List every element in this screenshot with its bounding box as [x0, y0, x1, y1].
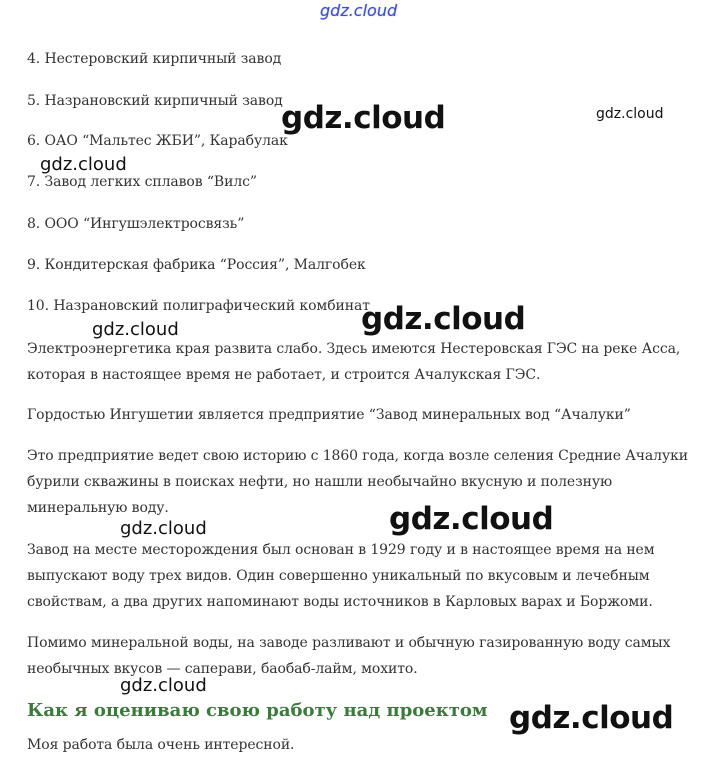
watermark: gdz.cloud [40, 154, 127, 175]
watermark: gdz.cloud [509, 700, 674, 736]
watermark-top: gdz.cloud [320, 1, 398, 20]
watermark: gdz.cloud [361, 301, 526, 337]
paragraph-line: Помимо минеральной воды, на заводе разливают и обычную газированную воду самых [27, 635, 671, 651]
paragraph-line: выпускают воду трех видов. Один совершенно уникальный по вкусовым и лечебным [27, 568, 650, 584]
list-item: 8. ООО “Ингушэлектросвязь” [27, 216, 245, 232]
paragraph-line: свойствам, а два других напоминают воды источников в Карловых варах и Боржоми. [27, 594, 653, 610]
paragraph-line: Гордостью Ингушетии является предприятие “Завод минеральных вод “Ачалуки” [27, 407, 631, 423]
watermark: gdz.cloud [92, 319, 179, 340]
watermark: gdz.cloud [120, 675, 207, 696]
section-heading: Как я оцениваю свою работу над проектом [27, 700, 488, 721]
paragraph-line: Это предприятие ведет свою историю с 1860 года, когда возле селения Средние Ачалуки [27, 448, 688, 464]
cut-off-line [27, 770, 707, 782]
watermark: gdz.cloud [389, 501, 554, 537]
list-item: 4. Нестеровский кирпичный завод [27, 51, 282, 67]
list-item: 5. Назрановский кирпичный завод [27, 93, 283, 109]
paragraph-line: Завод на месте месторождения был основан в 1929 году и в настоящее время на нем [27, 542, 655, 558]
watermark: gdz.cloud [596, 106, 664, 122]
list-item: 9. Кондитерская фабрика “Россия”, Малгобек [27, 257, 366, 273]
paragraph-line: минеральную воду. [27, 500, 169, 516]
list-item: 6. ОАО “Мальтес ЖБИ”, Карабулак [27, 133, 288, 149]
list-item: 10. Назрановский полиграфический комбинат [27, 298, 370, 314]
paragraph-line: необычных вкусов — саперави, баобаб-лайм, мохито. [27, 661, 418, 677]
closing-line: Моя работа была очень интересной. [27, 737, 295, 753]
watermark: gdz.cloud [281, 100, 446, 136]
paragraph-line: Электроэнергетика края развита слабо. Здесь имеются Нестеровская ГЭС на реке Асса, [27, 341, 681, 357]
list-item: 7. Завод легких сплавов “Вилс” [27, 174, 257, 190]
watermark: gdz.cloud [120, 518, 207, 539]
paragraph-line: которая в настоящее время не работает, и строится Ачалукская ГЭС. [27, 367, 541, 383]
paragraph-line: бурили скважины в поисках нефти, но нашли необычайно вкусную и полезную [27, 474, 613, 490]
